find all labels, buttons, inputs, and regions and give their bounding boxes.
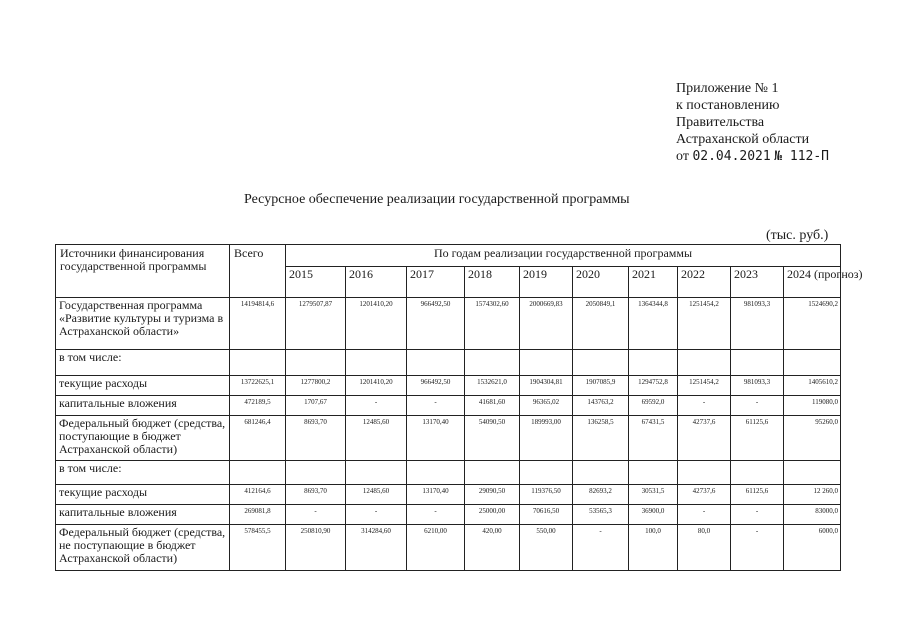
row-value: [629, 461, 678, 485]
row-value: 29090,50: [465, 485, 520, 505]
row-label: в том числе:: [56, 461, 230, 485]
appendix-line-1: Приложение № 1: [676, 81, 779, 96]
table-row: [56, 350, 841, 376]
row-value: -: [731, 396, 784, 416]
row-value: 42737,6: [678, 485, 731, 505]
row-value: 1364344,8: [629, 298, 678, 350]
row-value: [286, 461, 346, 485]
row-value: 1707,67: [286, 396, 346, 416]
row-value: 8693,70: [286, 485, 346, 505]
appendix-line-2: к постановлению: [676, 98, 780, 113]
row-value: [573, 461, 629, 485]
header-year: 2023: [731, 267, 784, 298]
row-value: 1277800,2: [286, 376, 346, 396]
row-value: -: [346, 505, 407, 525]
row-value: [731, 350, 784, 376]
row-value: 981093,3: [731, 298, 784, 350]
row-total: 578455,5: [230, 525, 286, 571]
row-value: 966492,50: [407, 298, 465, 350]
row-value: 36900,0: [629, 505, 678, 525]
row-value: -: [407, 505, 465, 525]
row-value: 12485,60: [346, 416, 407, 461]
row-value: 53565,3: [573, 505, 629, 525]
table-row: [56, 376, 841, 396]
row-value: [407, 461, 465, 485]
units-label: (тыс. руб.): [766, 228, 829, 243]
row-value: 143763,2: [573, 396, 629, 416]
row-value: [346, 350, 407, 376]
row-value: -: [678, 505, 731, 525]
row-label: Федеральный бюджет (средства, не поступающие в бюджет Астраханской области): [56, 525, 230, 571]
row-value: 966492,50: [407, 376, 465, 396]
resolution-date: 02.04.2021: [692, 149, 771, 164]
row-value: 80,0: [678, 525, 731, 571]
row-label: Государственная программа «Развитие культуры и туризма в Астраханской области»: [56, 298, 230, 350]
row-value: 8693,70: [286, 416, 346, 461]
row-value: -: [678, 396, 731, 416]
row-value: 1251454,2: [678, 376, 731, 396]
row-value: 61125,6: [731, 416, 784, 461]
row-value: [731, 461, 784, 485]
row-value: 67431,5: [629, 416, 678, 461]
row-value: 12 260,0: [784, 485, 841, 505]
row-value: 13170,40: [407, 416, 465, 461]
appendix-date-line: [676, 148, 829, 165]
row-value: 96365,02: [520, 396, 573, 416]
row-value: 95260,0: [784, 416, 841, 461]
row-value: 1251454,2: [678, 298, 731, 350]
row-value: -: [407, 396, 465, 416]
row-value: 54090,50: [465, 416, 520, 461]
row-value: 25000,00: [465, 505, 520, 525]
row-label: текущие расходы: [56, 485, 230, 505]
row-value: 119376,50: [520, 485, 573, 505]
header-year: 2016: [346, 267, 407, 298]
row-value: [407, 350, 465, 376]
header-sources: Источники финансирования государственной программы: [56, 245, 230, 298]
header-year: 2022: [678, 267, 731, 298]
row-value: [465, 461, 520, 485]
row-value: [465, 350, 520, 376]
row-value: [520, 461, 573, 485]
row-value: 61125,6: [731, 485, 784, 505]
header-total: Всего: [230, 245, 286, 298]
page-title: Ресурсное обеспечение реализации государственной программы: [244, 192, 630, 207]
row-label: Федеральный бюджет (средства, поступающие в бюджет Астраханской области): [56, 416, 230, 461]
row-total: 269081,8: [230, 505, 286, 525]
row-value: 1907085,9: [573, 376, 629, 396]
row-value: 30531,5: [629, 485, 678, 505]
row-label: капитальные вложения: [56, 505, 230, 525]
row-label: текущие расходы: [56, 376, 230, 396]
row-total: [230, 461, 286, 485]
row-value: 1524690,2: [784, 298, 841, 350]
row-value: 6000,0: [784, 525, 841, 571]
row-value: [678, 350, 731, 376]
table-row: [56, 485, 841, 505]
row-total: [230, 350, 286, 376]
row-value: 420,00: [465, 525, 520, 571]
row-value: 314284,60: [346, 525, 407, 571]
row-value: 1201410,20: [346, 376, 407, 396]
row-value: 981093,3: [731, 376, 784, 396]
row-value: 1201410,20: [346, 298, 407, 350]
header-year: 2015: [286, 267, 346, 298]
row-value: 100,0: [629, 525, 678, 571]
row-total: 14194814,6: [230, 298, 286, 350]
row-value: 12485,60: [346, 485, 407, 505]
appendix-line-3: Правительства: [676, 115, 765, 130]
row-value: [573, 350, 629, 376]
header-row-1: [56, 245, 841, 267]
table-row: [56, 525, 841, 571]
row-value: 42737,6: [678, 416, 731, 461]
header-year: 2017: [407, 267, 465, 298]
row-value: 6210,00: [407, 525, 465, 571]
row-label: в том числе:: [56, 350, 230, 376]
resolution-number: № 112-П: [774, 149, 830, 164]
row-value: -: [731, 505, 784, 525]
row-total: 681246,4: [230, 416, 286, 461]
row-value: 136258,5: [573, 416, 629, 461]
row-value: 250810,90: [286, 525, 346, 571]
row-value: 2050849,1: [573, 298, 629, 350]
row-value: [629, 350, 678, 376]
table-row: [56, 396, 841, 416]
row-value: 82693,2: [573, 485, 629, 505]
row-total: 13722625,1: [230, 376, 286, 396]
row-value: [520, 350, 573, 376]
header-year: 2021: [629, 267, 678, 298]
row-value: 1904304,81: [520, 376, 573, 396]
row-value: 69592,0: [629, 396, 678, 416]
row-total: 412164,6: [230, 485, 286, 505]
row-value: -: [731, 525, 784, 571]
row-value: [346, 461, 407, 485]
row-value: [678, 461, 731, 485]
row-value: 1294752,8: [629, 376, 678, 396]
row-value: 83000,0: [784, 505, 841, 525]
row-total: 472189,5: [230, 396, 286, 416]
header-year: 2020: [573, 267, 629, 298]
row-value: 2000669,83: [520, 298, 573, 350]
row-value: 41681,60: [465, 396, 520, 416]
row-value: 189993,00: [520, 416, 573, 461]
row-value: [784, 461, 841, 485]
row-value: 13170,40: [407, 485, 465, 505]
row-value: 550,00: [520, 525, 573, 571]
row-value: 1405610,2: [784, 376, 841, 396]
table-row: [56, 505, 841, 525]
row-value: -: [573, 525, 629, 571]
row-value: [286, 350, 346, 376]
header-year: 2018: [465, 267, 520, 298]
header-year: 2019: [520, 267, 573, 298]
row-value: 1574302,60: [465, 298, 520, 350]
row-value: -: [286, 505, 346, 525]
row-value: [784, 350, 841, 376]
budget-table: [55, 244, 863, 571]
row-value: 1279507,87: [286, 298, 346, 350]
table-row: [56, 416, 841, 461]
header-year: 2024 (прогноз): [784, 267, 841, 298]
appendix-block: [676, 80, 829, 165]
date-prefix: от: [676, 149, 689, 164]
appendix-line-4: Астраханской области: [676, 132, 810, 147]
row-value: 119080,0: [784, 396, 841, 416]
table-row: [56, 298, 841, 350]
row-value: 70616,50: [520, 505, 573, 525]
row-value: -: [346, 396, 407, 416]
row-value: 1532621,0: [465, 376, 520, 396]
row-label: капитальные вложения: [56, 396, 230, 416]
table-row: [56, 461, 841, 485]
header-by-years: По годам реализации государственной программы: [286, 245, 841, 267]
